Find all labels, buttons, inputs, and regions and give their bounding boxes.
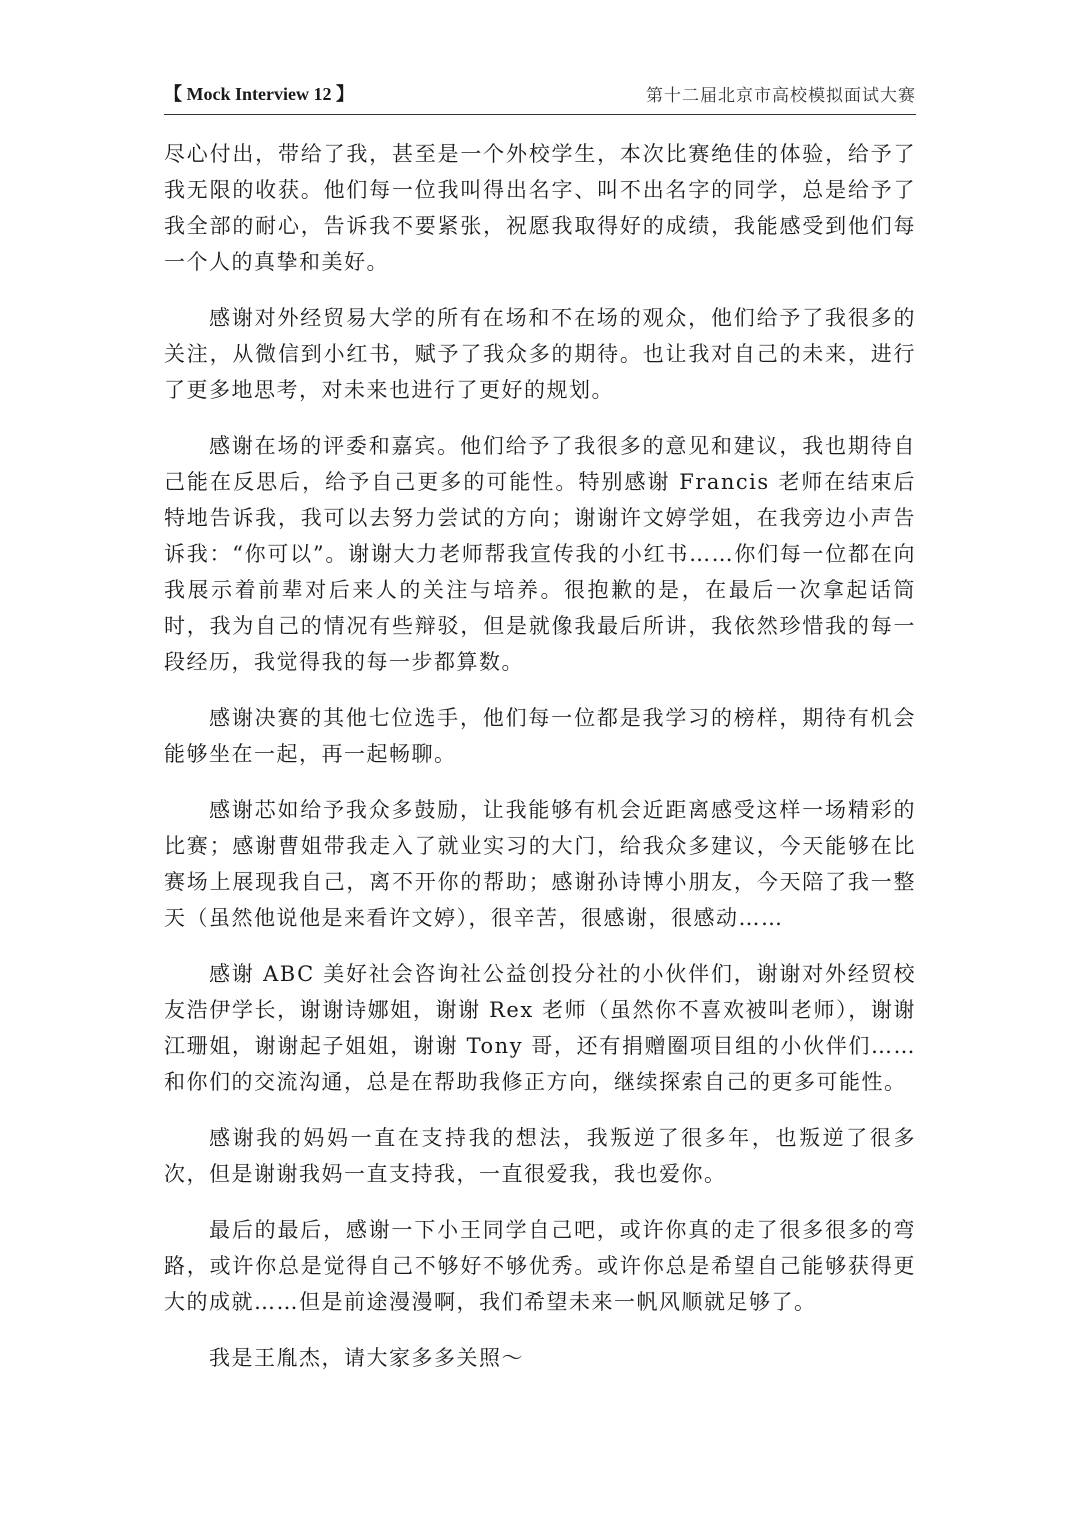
paragraph: 感谢芯如给予我众多鼓励，让我能够有机会近距离感受这样一场精彩的比赛；感谢曹姐带我走入了就业实习的大门，给我众多建议，今天能够在比赛场上展现我自己，离不开你的帮助；感谢孙诗博小朋友，今天陪了我一整天（虽然他说他是来看许文婷），很辛苦，很感谢，很感动…… <box>164 798 916 930</box>
paragraph: 我是王胤杰，请大家多多关照～ <box>209 1346 524 1370</box>
paragraph: 感谢我的妈妈一直在支持我的想法，我叛逆了很多年，也叛逆了很多次，但是谢谢我妈一直支持我，一直很爱我，我也爱你。 <box>164 1126 916 1186</box>
paragraph: 感谢决赛的其他七位选手，他们每一位都是我学习的榜样，期待有机会能够坐在一起，再一起畅聊。 <box>164 706 916 766</box>
document-body <box>164 136 916 1396</box>
paragraph: 感谢对外经贸易大学的所有在场和不在场的观众，他们给予了我很多的关注，从微信到小红书，赋予了我众多的期待。也让我对自己的未来，进行了更多地思考，对未来也进行了更好的规划。 <box>164 306 916 402</box>
paragraph: 尽心付出，带给了我，甚至是一个外校学生，本次比赛绝佳的体验，给予了我无限的收获。他们每一位我叫得出名字、叫不出名字的同学，总是给予了我全部的耐心，告诉我不要紧张，祝愿我取得好的成绩，我能感受到他们每一个人的真挚和美好。 <box>164 142 916 274</box>
header-rule <box>164 114 916 115</box>
paragraph: 感谢 ABC 美好社会咨询社公益创投分社的小伙伴们，谢谢对外经贸校友浩伊学长，谢谢诗娜姐，谢谢 Rex 老师（虽然你不喜欢被叫老师），谢谢江珊姐，谢谢起子姐姐，谢谢 Tony 哥，还有捐赠圈项目组的小伙伴们……和你们的交流沟通，总是在帮助我修正方向，继续探索自己的更多可能性。 <box>164 962 916 1094</box>
page-header <box>164 78 916 108</box>
header-right-title: 第十二届北京市高校模拟面试大赛 <box>646 85 916 106</box>
paragraph: 最后的最后，感谢一下小王同学自己吧，或许你真的走了很多很多的弯路，或许你总是觉得自己不够好不够优秀。或许你总是希望自己能够获得更大的成就……但是前途漫漫啊，我们希望未来一帆风顺就足够了。 <box>164 1218 916 1314</box>
header-left-title: 【 Mock Interview 12 】 <box>164 84 354 104</box>
paragraph: 感谢在场的评委和嘉宾。他们给予了我很多的意见和建议，我也期待自己能在反思后，给予自己更多的可能性。特别感谢 Francis 老师在结束后特地告诉我，我可以去努力尝试的方向；谢谢许文婷学姐，在我旁边小声告诉我：“你可以”。谢谢大力老师帮我宣传我的小红书……你们每一位都在向我展示着前辈对后来人的关注与培养。很抱歉的是，在最后一次拿起话筒时，我为自己的情况有些辩驳，但是就像我最后所讲，我依然珍惜我的每一段经历，我觉得我的每一步都算数。 <box>164 434 916 674</box>
